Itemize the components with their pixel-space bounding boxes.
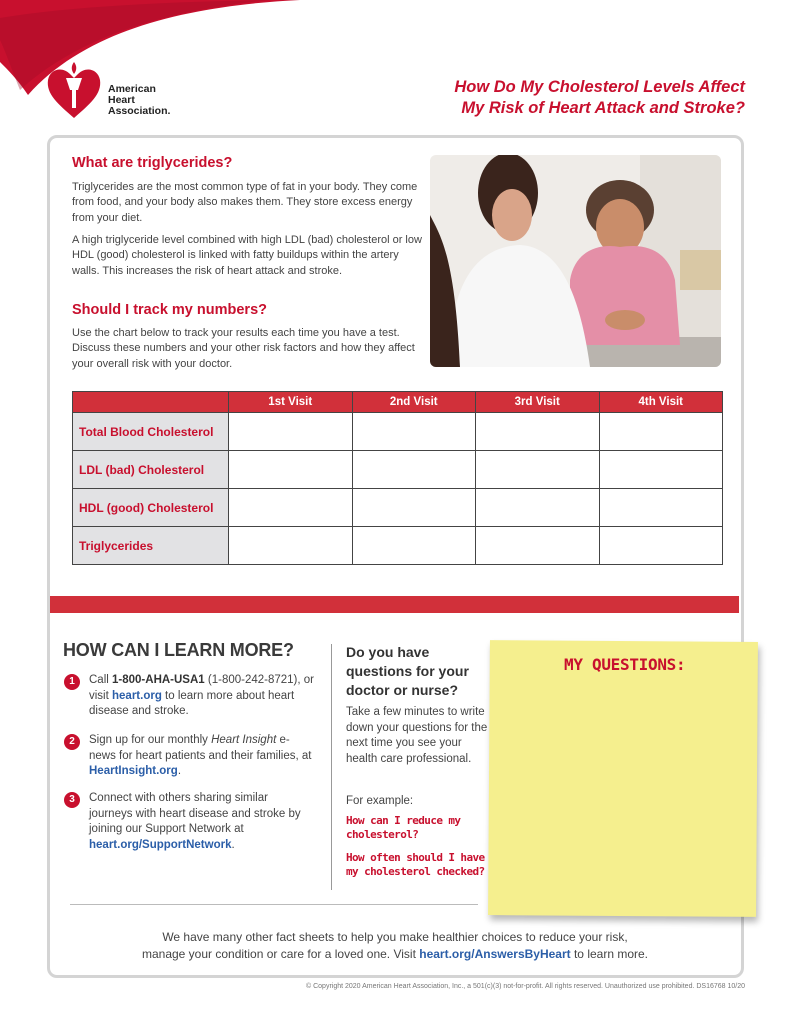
- page-title-line2: My Risk of Heart Attack and Stroke?: [461, 99, 745, 117]
- row-label-ldl: LDL (bad) Cholesterol: [73, 451, 229, 489]
- table-cell[interactable]: [599, 489, 723, 527]
- questions-para: Take a few minutes to write down your questions for the next time you see your health care professional.: [346, 706, 488, 765]
- table-cell[interactable]: [229, 413, 353, 451]
- track-para: Use the chart below to track your results each time you have a test. Discuss these numbers and your other risk factors and how they affect your overall risk with your doctor.: [72, 327, 415, 370]
- table-cell[interactable]: [476, 413, 600, 451]
- tracking-table: [72, 391, 723, 565]
- my-questions-note[interactable]: [488, 640, 758, 917]
- my-questions-title: MY QUESTIONS:: [564, 655, 686, 674]
- table-row: [73, 527, 723, 565]
- table-header-row: [73, 392, 723, 413]
- table-header-empty: [73, 392, 229, 413]
- table-header-visit2: 2nd Visit: [352, 392, 476, 413]
- table-cell[interactable]: [352, 451, 476, 489]
- logo-text: [108, 84, 170, 117]
- answers-by-heart-link[interactable]: heart.org/AnswersByHeart: [419, 947, 571, 961]
- table-cell[interactable]: [352, 527, 476, 565]
- learn-more-heading: HOW CAN I LEARN MORE?: [63, 640, 294, 660]
- logo-line2: Heart: [108, 94, 135, 106]
- example-question-2: How often should I have my cholesterol checked?: [346, 851, 485, 878]
- aha-logo[interactable]: [44, 54, 184, 124]
- footer-line2: manage your condition or care for a loved one. Visit heart.org/AnswersByHeart to learn more.: [141, 947, 649, 961]
- logo-line3: Association.: [108, 105, 171, 117]
- heart-org-link[interactable]: heart.org: [112, 689, 162, 702]
- table-cell[interactable]: [599, 451, 723, 489]
- triglycerides-para2: A high triglyceride level combined with high LDL (bad) cholesterol or low HDL (good) cholesterol is linked with fatty buildups within the artery walls. This increases the risk of heart attack and stroke.: [72, 234, 422, 277]
- table-cell[interactable]: [352, 489, 476, 527]
- page-title: [345, 77, 745, 119]
- table-row: [73, 489, 723, 527]
- example-label: For example:: [346, 795, 414, 807]
- footer-message: [60, 929, 730, 963]
- copyright-notice: © Copyright 2020 American Heart Association, Inc., a 501(c)(3) not-for-profit. All rights reserved. Unauthorized use prohibited. DS16768 10/20: [306, 983, 745, 990]
- table-header-visit3: 3rd Visit: [476, 392, 600, 413]
- table-header-visit4: 4th Visit: [599, 392, 723, 413]
- step-text: Connect with others sharing similar journeys with heart disease and stroke by joining our Support Network at heart.org/SupportNetwork.: [89, 792, 301, 851]
- triglycerides-heading: What are triglycerides?: [72, 155, 233, 171]
- row-label-total-cholesterol: Total Blood Cholesterol: [73, 413, 229, 451]
- track-heading: Should I track my numbers?: [72, 302, 267, 318]
- row-label-hdl: HDL (good) Cholesterol: [73, 489, 229, 527]
- table-cell[interactable]: [476, 451, 600, 489]
- table-row: [73, 413, 723, 451]
- learn-step-2: [64, 733, 314, 780]
- step-number-badge: 1: [64, 674, 80, 690]
- table-row: [73, 451, 723, 489]
- table-header-visit1: 1st Visit: [229, 392, 353, 413]
- phone-number[interactable]: 1-800-AHA-USA1: [112, 674, 205, 686]
- row-label-triglycerides: Triglycerides: [73, 527, 229, 565]
- table-cell[interactable]: [352, 413, 476, 451]
- support-network-link[interactable]: heart.org/SupportNetwork: [89, 838, 232, 851]
- step-number-badge: 3: [64, 792, 80, 808]
- heart-torch-icon: [44, 54, 104, 124]
- heart-insight-link[interactable]: HeartInsight.org: [89, 765, 178, 777]
- doctor-patient-photo: [430, 155, 721, 367]
- step-text: Sign up for our monthly Heart Insight e-news for heart patients and their families, at HeartInsight.org.: [89, 734, 312, 777]
- table-cell[interactable]: [599, 527, 723, 565]
- page-title-line1: How Do My Cholesterol Levels Affect: [454, 78, 745, 96]
- table-cell[interactable]: [476, 489, 600, 527]
- column-divider: [331, 644, 332, 890]
- footer-divider: [70, 904, 478, 905]
- table-cell[interactable]: [229, 527, 353, 565]
- questions-heading: Do you have questions for your doctor or nurse?: [346, 644, 469, 698]
- table-cell[interactable]: [599, 413, 723, 451]
- section-divider-bar: [50, 596, 739, 613]
- step-text: Call 1-800-AHA-USA1 (1-800-242-8721), or visit heart.org to learn more about heart disease and stroke.: [89, 674, 314, 717]
- step-number-badge: 2: [64, 734, 80, 750]
- table-cell[interactable]: [229, 451, 353, 489]
- example-question-1: How can I reduce my cholesterol?: [346, 814, 461, 841]
- logo-line1: American: [108, 83, 156, 95]
- table-cell[interactable]: [229, 489, 353, 527]
- table-cell[interactable]: [476, 527, 600, 565]
- learn-step-1: [64, 673, 314, 720]
- learn-step-3: [64, 791, 314, 853]
- triglycerides-para1: Triglycerides are the most common type of fat in your body. They come from food, and your body also makes them. They store excess energy from your diet.: [72, 181, 418, 224]
- footer-line1: We have many other fact sheets to help you make healthier choices to reduce your risk,: [162, 930, 628, 944]
